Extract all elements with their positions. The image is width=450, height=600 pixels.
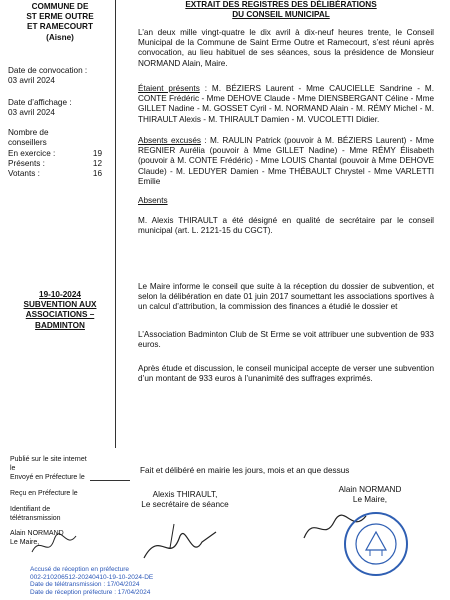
cert-signataire: Alain NORMAND Le Maire, bbox=[10, 530, 64, 546]
commune-name: COMMUNE DE ST ERME OUTRE ET RAMECOURT (Aisne) bbox=[26, 2, 94, 42]
cert-envoye-line bbox=[90, 480, 130, 481]
receipt-line-1: Accusé de réception en préfecture bbox=[30, 566, 130, 573]
mairie-stamp bbox=[342, 510, 410, 578]
presents-list: : M. BÉZIERS Laurent - Mme CAUCIELLE Sandrine - M. CONTE Frédéric - Mme DEHOVE Claude - Mme DIENSBERGANT Céline - Mme GILLET Nadine - M. GOSSET Cyril - M. NORMAND Alain - M. RÉMY Michel - M. THIRAULT Alexis - M. THIRAULT Damien - M. VUCOLETTI Didier. bbox=[138, 84, 434, 124]
secretaire-paragraph: M. Alexis THIRAULT a été désigné en qualité de secrétaire par le conseil municipal (art. L. 2121-15 du CGCT). bbox=[138, 216, 434, 236]
votants-value: 16 bbox=[92, 169, 102, 179]
prefecture-receipt bbox=[30, 566, 210, 596]
votants-label: Votants : bbox=[8, 169, 40, 179]
excuses-paragraph bbox=[138, 136, 434, 187]
cert-publie: Publié sur le site internet le bbox=[10, 456, 87, 472]
presents-value: 12 bbox=[92, 159, 102, 169]
secretaire-signature-label: Alexis THIRAULT, Le secrétaire de séance bbox=[141, 490, 229, 510]
body-paragraph-2: L’Association Badminton Club de St Erme se voit attribuer une subvention de 933 euros. bbox=[138, 330, 434, 350]
presents-paragraph bbox=[138, 84, 434, 125]
excuses-list: : M. RAULIN Patrick (pouvoir à M. BÉZIERS Laurent) - Mme REGNIER Aurélia (pouvoir à Mme GILLET Nadine) - Mme RÉMY Élisabeth (pouvoir à M. CONTE Frédéric) - Mme LOUIS Chantal (pouvoir à Mme DEHOVE Claude) - M. LEDUYER Damien - Mme THÉBAULT Chrystel - Mme VARLETTI Emilie bbox=[138, 136, 434, 186]
secretaire-signature-scribble bbox=[140, 518, 220, 568]
deliberation-ref: 19-10-2024 SUBVENTION AUX ASSOCIATIONS – BADMINTON bbox=[23, 290, 97, 330]
cert-recu: Reçu en Préfecture le bbox=[10, 490, 78, 497]
convocation-date: 03 avril 2024 bbox=[8, 76, 55, 85]
column-divider bbox=[115, 0, 116, 448]
cert-signature-scribble bbox=[30, 530, 80, 560]
receipt-line-2: 002-210206512-20240410-19-10-2024-DE bbox=[30, 573, 154, 581]
exercice-label: En exercice : bbox=[8, 149, 56, 158]
presents-label: Présents : bbox=[8, 159, 45, 169]
affichage-date: 03 avril 2024 bbox=[8, 108, 55, 117]
conseillers-counts bbox=[8, 149, 112, 180]
intro-paragraph: L’an deux mille vingt-quatre le dix avril à dix-neuf heures trente, le Conseil Municipal de la Commune de Saint Erme Outre et Ramecourt, s’est réuni après convocation, au lieu habituel de ses séances, sous la présidence de Monsieur NORMAND Alain, Maire. bbox=[138, 28, 434, 68]
receipt-line-3: Date de télétransmission : 17/04/2024 bbox=[30, 581, 140, 589]
body-paragraph-1: Le Maire informe le conseil que suite à la réception du dossier de subvention, et selon la délibération en date 01 juin 2017 soumettant les associations sportives à un calcul d’attribution, la commission des finances a étudié le dossier et bbox=[138, 282, 434, 312]
body-paragraph-3: Après étude et discussion, le conseil municipal accepte de verser une subvention d’un montant de 933 euros à l’unanimité des suffrages exprimés. bbox=[138, 364, 434, 384]
absents-title: Absents bbox=[138, 196, 168, 205]
receipt-line-4: Date de réception préfecture : 17/04/2024 bbox=[30, 588, 151, 596]
maire-signature-label: Alain NORMAND Le Maire, bbox=[338, 485, 402, 505]
fait-delibere: Fait et délibéré en mairie les jours, mois et an que dessus bbox=[140, 466, 350, 475]
cert-envoye: Envoyé en Préfecture le bbox=[10, 474, 85, 481]
excuses-title: Absents excusés bbox=[138, 136, 201, 145]
exercice-value: 19 bbox=[92, 149, 102, 158]
convocation-label: Date de convocation : bbox=[8, 66, 88, 75]
cert-identifiant: Identifiant de télétransmission bbox=[10, 506, 61, 522]
presents-title: Étaient présents bbox=[138, 84, 200, 93]
conseillers-label: Nombre de conseillers bbox=[8, 128, 49, 148]
affichage-label: Date d’affichage : bbox=[8, 98, 72, 107]
document-title: EXTRAIT DES REGISTRES DES DÉLIBÉRATIONS DU CONSEIL MUNICIPAL bbox=[185, 0, 377, 20]
